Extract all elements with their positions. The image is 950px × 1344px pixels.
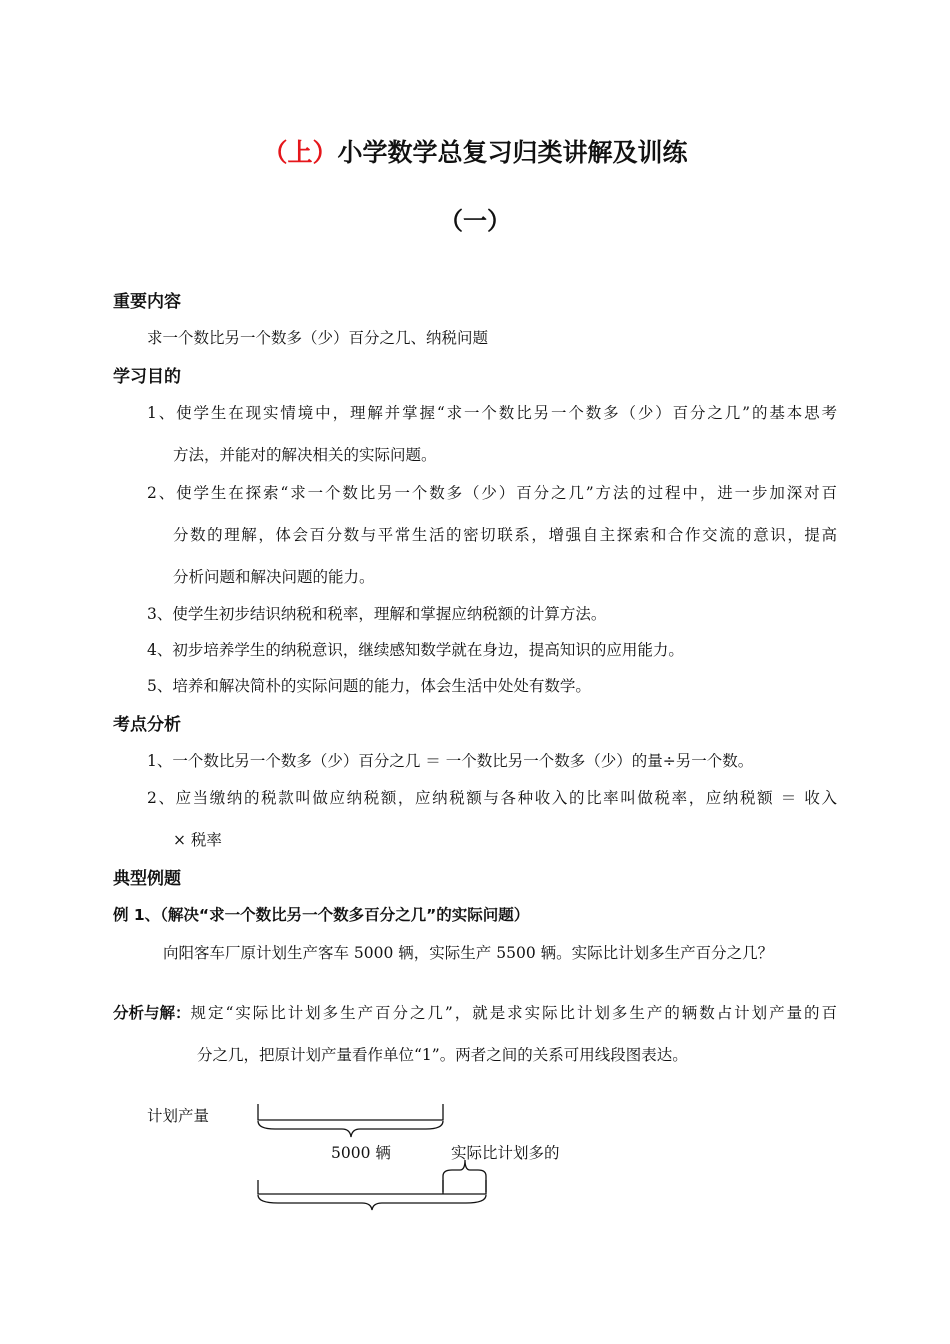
diagram-label-extra: 实际比计划多的 <box>451 1144 560 1162</box>
example-1-text: 向阳客车厂原计划生产客车 5000 辆，实际生产 5500 辆。实际比计划多生产百分之几？ <box>163 944 774 962</box>
example-1-label: 例 1、（解决“求一个数比另一个数多百分之几”的实际问题） <box>113 906 530 924</box>
extra-brace <box>443 1160 486 1192</box>
title-prefix: （上） <box>262 138 338 167</box>
title-main: 小学数学总复习归类讲解及训练 <box>337 138 688 167</box>
diagram-label-plan: 计划产量 <box>147 1107 210 1125</box>
goal-2-line2: 分数的理解，体会百分数与平常生活的密切联系，增强自主探索和合作交流的意识，提高 <box>173 526 837 544</box>
actual-segment <box>258 1180 486 1194</box>
document-title <box>0 133 950 169</box>
goal-1-line1: 1、使学生在现实情境中，理解并掌握“求一个数比另一个数多（少）百分之几”的基本思考 <box>147 404 837 422</box>
solution-line1 <box>113 1001 837 1023</box>
actual-brace <box>258 1195 486 1210</box>
heading-analysis: 考点分析 <box>113 715 181 735</box>
goal-5: 5、培养和解决简朴的实际问题的能力，体会生活中处处有数学。 <box>147 677 591 695</box>
analysis-2-line1: 2、应当缴纳的税款叫做应纳税额，应纳税额与各种收入的比率叫做税率，应纳税额 ＝ 收入 <box>147 789 837 807</box>
goal-1-line2: 方法，并能对的解决相关的实际问题。 <box>173 446 437 464</box>
goal-3: 3、使学生初步结识纳税和税率，理解和掌握应纳税额的计算方法。 <box>147 605 607 623</box>
solution-line2: 分之几，把原计划产量看作单位“1”。两者之间的关系可用线段图表达。 <box>197 1046 688 1064</box>
solution-label: 分析与解： <box>113 1004 191 1022</box>
important-text: 求一个数比另一个数多（少）百分之几、纳税问题 <box>147 329 489 347</box>
goal-2-line1: 2、使学生在探索“求一个数比另一个数多（少）百分之几”方法的过程中，进一步加深对百 <box>147 484 837 502</box>
goal-4: 4、初步培养学生的纳税意识，继续感知数学就在身边，提高知识的应用能力。 <box>147 641 684 659</box>
diagram-label-5000: 5000 辆 <box>331 1144 391 1162</box>
heading-important: 重要内容 <box>113 292 181 312</box>
plan-segment <box>258 1104 443 1120</box>
goal-2-line3: 分析问题和解决问题的能力。 <box>173 568 375 586</box>
document-subtitle: （一） <box>439 207 511 235</box>
line-segment-diagram <box>0 1090 950 1220</box>
analysis-1: 1、一个数比另一个数多（少）百分之几 ＝ 一个数比另一个数多（少）的量÷另一个数。 <box>147 752 754 770</box>
plan-brace <box>258 1121 443 1137</box>
solution-text-1: 规定“实际比计划多生产百分之几”，就是求实际比计划多生产的辆数占计划产量的百 <box>190 1004 837 1022</box>
heading-examples: 典型例题 <box>113 869 181 889</box>
heading-goals: 学习目的 <box>113 367 181 387</box>
analysis-2-line2: × 税率 <box>173 831 222 849</box>
